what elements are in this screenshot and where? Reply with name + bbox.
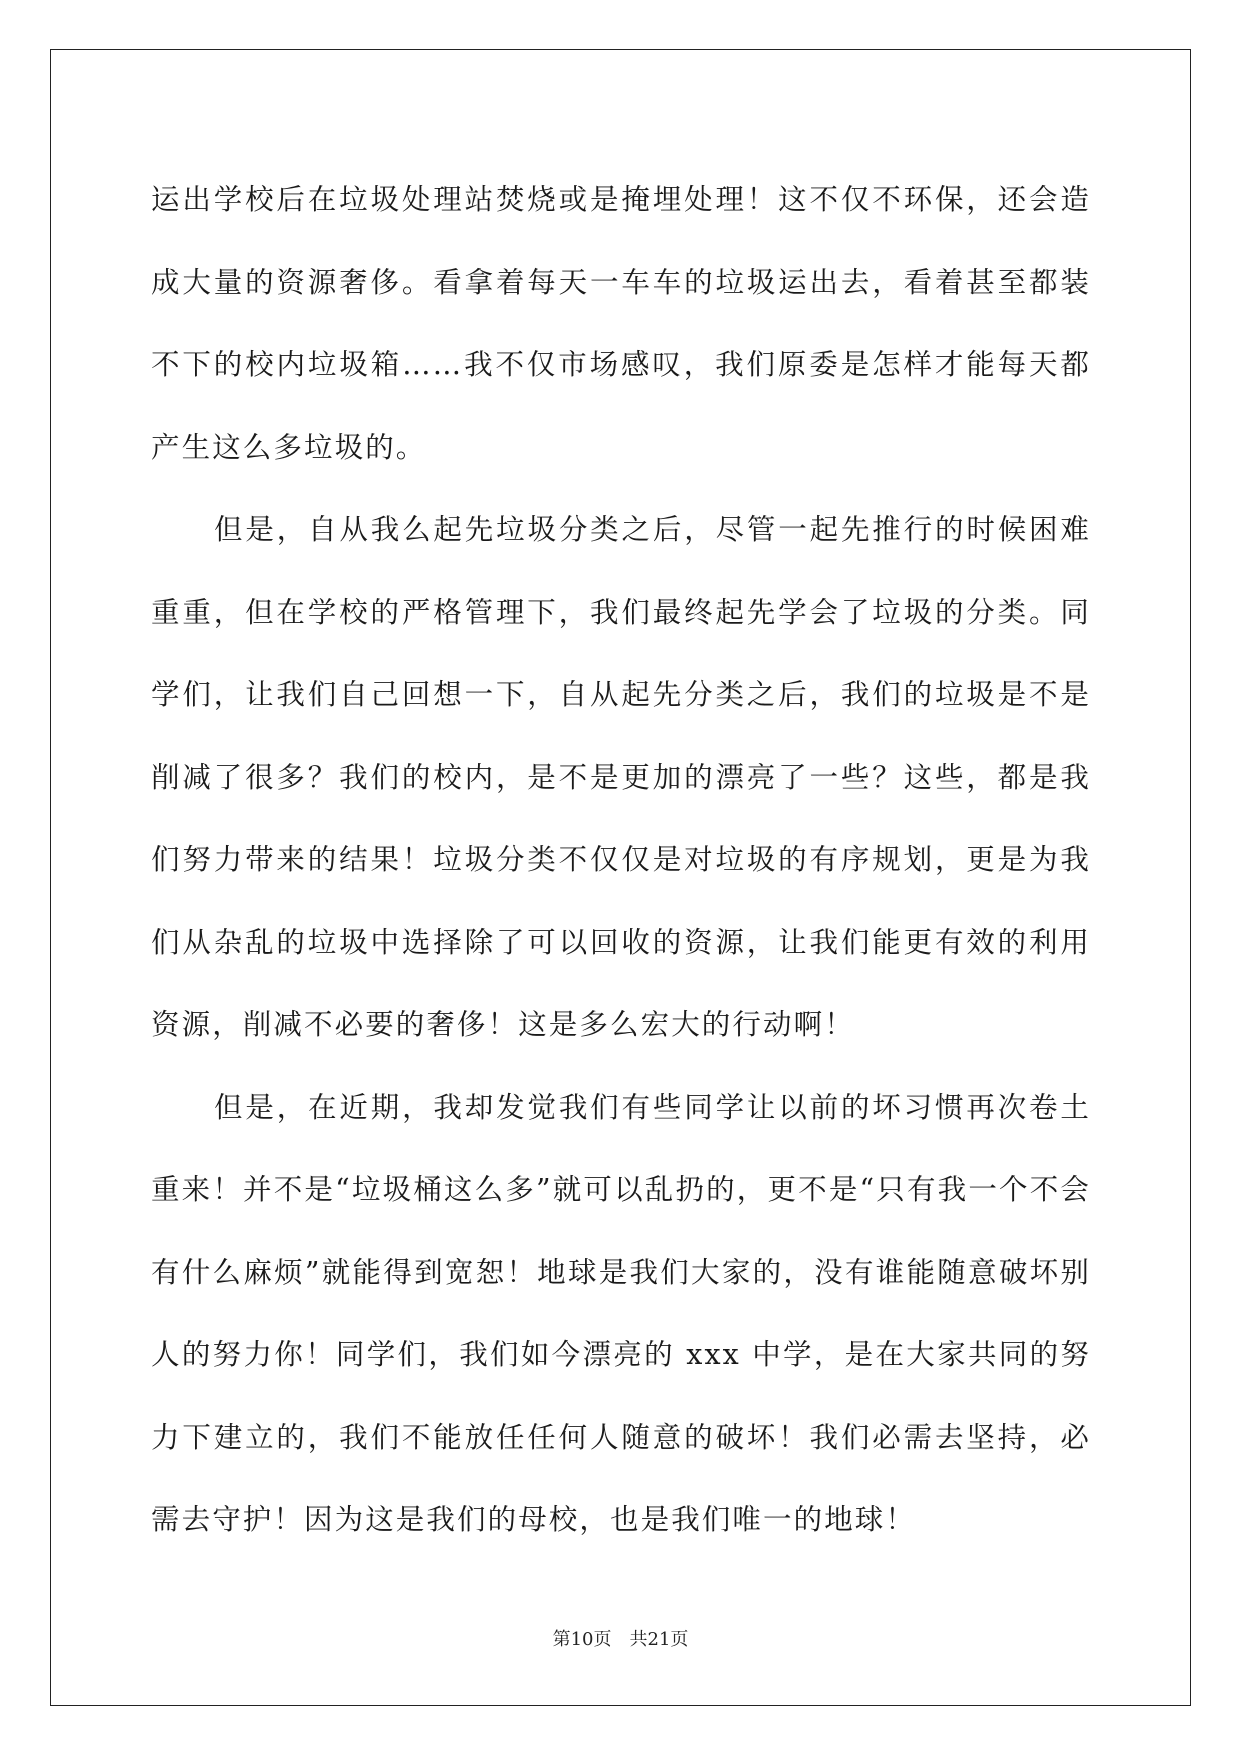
paragraph-2: 但是，自从我么起先垃圾分类之后，尽管一起先推行的时候困难重重，但在学校的严格管理下，我们最终起先学会了垃圾的分类。同学们，让我们自己回想一下，自从起先分类之后，我们的垃圾是不是削减了很多？我们的校内，是不是更加的漂亮了一些？这些，都是我们努力带来的结果！垃圾分类不仅仅是对垃圾的有序规划，更是为我们从杂乱的垃圾中选择除了可以回收的资源，让我们能更有效的利用资源，削减不必要的奢侈！这是多么宏大的行动啊！: [151, 513, 1091, 1041]
paragraph-3: 但是，在近期，我却发觉我们有些同学让以前的坏习惯再次卷土重来！并不是“垃圾桶这么多”就可以乱扔的，更不是“只有我一个不会有什么麻烦”就能得到宽恕！地球是我们大家的，没有谁能随意破坏别人的努力你！同学们，我们如今漂亮的 xxx 中学，是在大家共同的努力下建立的，我们不能放任任何人随意的破坏！我们必需去坚持，必需去守护！因为这是我们的母校，也是我们唯一的地球！: [151, 1090, 1091, 1536]
document-body: [151, 160, 1091, 1562]
page-total: 共21页: [629, 1629, 689, 1650]
page-footer: [0, 1628, 1241, 1652]
page-number: 第10页: [552, 1629, 612, 1650]
paragraph-1: 运出学校后在垃圾处理站焚烧或是掩埋处理！这不仅不环保，还会造成大量的资源奢侈。看拿着每天一车车的垃圾运出去，看着甚至都装不下的校内垃圾箱……我不仅市场感叹，我们原委是怎样才能每天都产生这么多垃圾的。: [151, 183, 1091, 464]
